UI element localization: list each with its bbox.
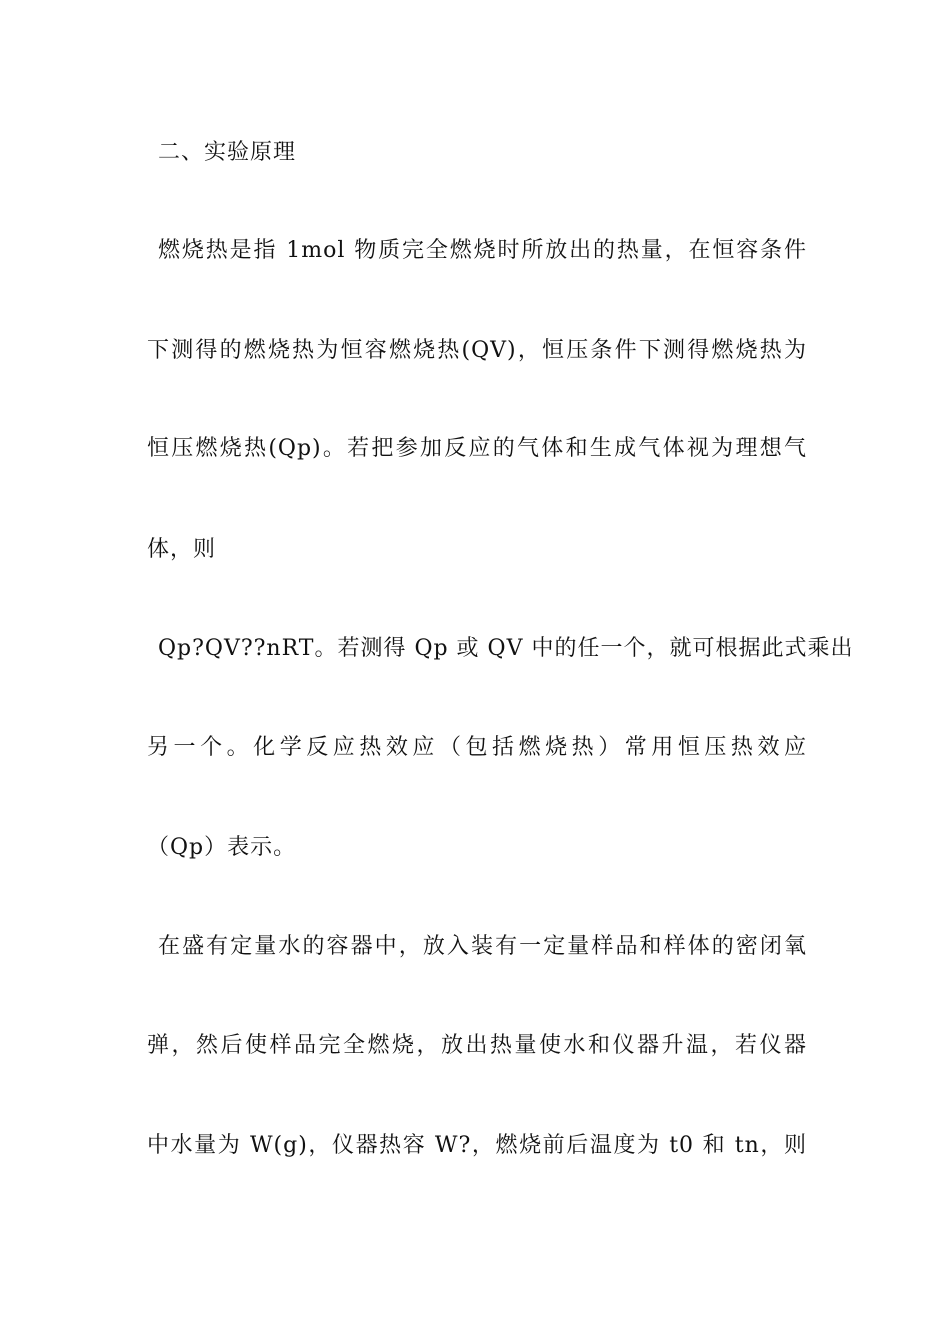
paragraph-line: 在盛有定量水的容器中，放入装有一定量样品和样体的密闭氧	[158, 934, 807, 959]
paragraph-line: 弹，然后使样品完全燃烧，放出热量使水和仪器升温，若仪器	[147, 1033, 807, 1058]
paragraph-line: 体，则	[147, 537, 217, 562]
paragraph-line: 恒压燃烧热(Qp)。若把参加反应的气体和生成气体视为理想气	[147, 436, 807, 461]
section-heading: 二、实验原理	[158, 140, 297, 165]
paragraph-line: （Qp）表示。	[147, 835, 297, 860]
paragraph-line: 下测得的燃烧热为恒容燃烧热(QV)，恒压条件下测得燃烧热为	[147, 338, 807, 363]
paragraph-line: 燃烧热是指 1mol 物质完全燃烧时所放出的热量，在恒容条件	[158, 238, 807, 263]
paragraph-line: Qp?QV??nRT。若测得 Qp 或 QV 中的任一个，就可根据此式乘出	[158, 636, 854, 661]
paragraph-line: 中水量为 W(g)，仪器热容 W?，燃烧前后温度为 t0 和 tn，则	[147, 1133, 807, 1158]
paragraph-line: 另一个。化学反应热效应（包括燃烧热）常用恒压热效应	[147, 735, 807, 760]
